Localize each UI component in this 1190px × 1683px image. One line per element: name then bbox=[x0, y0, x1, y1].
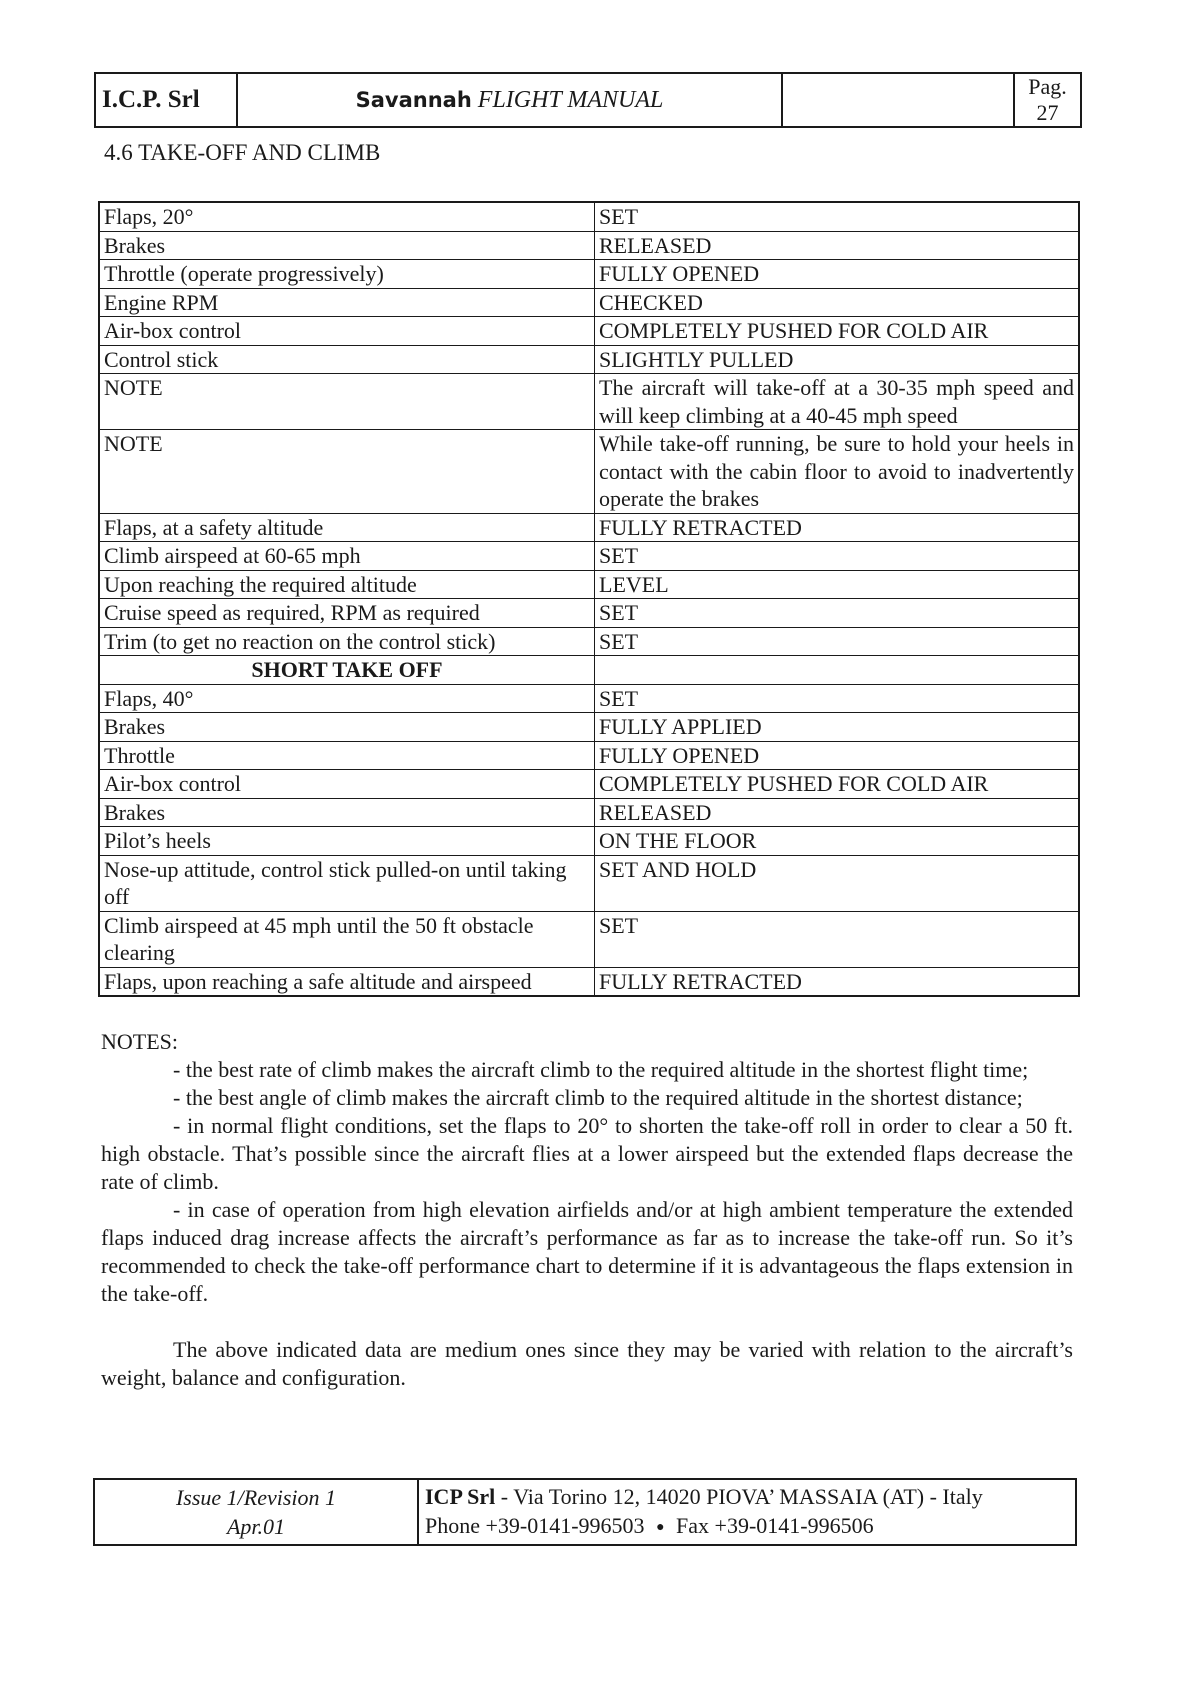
checklist-action: RELEASED bbox=[595, 231, 1080, 260]
header-company: I.C.P. Srl bbox=[95, 73, 237, 127]
checklist-row bbox=[99, 288, 1079, 317]
checklist-action: LEVEL bbox=[595, 570, 1080, 599]
checklist-item: Pilot’s heels bbox=[99, 827, 595, 856]
checklist-row bbox=[99, 798, 1079, 827]
checklist-row bbox=[99, 656, 1079, 685]
checklist-item: Nose-up attitude, control stick pulled-on until taking off bbox=[99, 855, 595, 911]
header-blank-cell bbox=[782, 73, 1014, 127]
checklist-item: Engine RPM bbox=[99, 288, 595, 317]
footer-phone: Phone +39-0141-996503 bbox=[425, 1513, 645, 1538]
checklist-row bbox=[99, 513, 1079, 542]
checklist-item: Flaps, 20° bbox=[99, 202, 595, 231]
checklist-item: Cruise speed as required, RPM as required bbox=[99, 599, 595, 628]
checklist-row bbox=[99, 231, 1079, 260]
checklist-row bbox=[99, 317, 1079, 346]
takeoff-checklist-table bbox=[98, 201, 1080, 997]
checklist-action: SET bbox=[595, 627, 1080, 656]
footer-fax: Fax +39-0141-996506 bbox=[676, 1513, 874, 1538]
checklist-action bbox=[595, 656, 1080, 685]
footer-street: - Via Torino 12, 14020 PIOVA’ MASSAIA (AT) - Italy bbox=[495, 1484, 983, 1509]
footer-issue-revision: Issue 1/Revision 1 bbox=[175, 1485, 337, 1511]
checklist-action: CHECKED bbox=[595, 288, 1080, 317]
checklist-item: NOTE bbox=[99, 374, 595, 430]
page-footer bbox=[93, 1478, 1077, 1546]
checklist-item: Climb airspeed at 45 mph until the 50 ft obstacle clearing bbox=[99, 911, 595, 967]
checklist-row bbox=[99, 967, 1079, 996]
closing-paragraph: The above indicated data are medium ones since they may be varied with relation to the aircraft’s weight, balance and configuration. bbox=[101, 1337, 1073, 1390]
checklist-action: SET bbox=[595, 684, 1080, 713]
checklist-row bbox=[99, 430, 1079, 514]
note-item: - the best rate of climb makes the aircraft climb to the required altitude in the shortest flight time; bbox=[173, 1057, 1029, 1082]
checklist-action: SET bbox=[595, 542, 1080, 571]
checklist-row bbox=[99, 713, 1079, 742]
checklist-action: SET bbox=[595, 599, 1080, 628]
checklist-action: While take-off running, be sure to hold your heels in contact with the cabin floor to avoid to inadvertently operate the brakes bbox=[595, 430, 1080, 514]
checklist-item: Control stick bbox=[99, 345, 595, 374]
checklist-action: COMPLETELY PUSHED FOR COLD AIR bbox=[595, 317, 1080, 346]
notes-heading: NOTES: bbox=[101, 1029, 178, 1054]
checklist-item: Upon reaching the required altitude bbox=[99, 570, 595, 599]
checklist-item: Flaps, at a safety altitude bbox=[99, 513, 595, 542]
checklist-action: SET bbox=[595, 911, 1080, 967]
footer-company: ICP Srl bbox=[425, 1484, 496, 1509]
checklist-action: RELEASED bbox=[595, 798, 1080, 827]
checklist-row bbox=[99, 542, 1079, 571]
checklist-action: The aircraft will take-off at a 30-35 mph speed and will keep climbing at a 40-45 mph speed bbox=[595, 374, 1080, 430]
checklist-item: Brakes bbox=[99, 231, 595, 260]
checklist-row bbox=[99, 911, 1079, 967]
checklist-row bbox=[99, 345, 1079, 374]
checklist-action: FULLY OPENED bbox=[595, 741, 1080, 770]
checklist-row bbox=[99, 827, 1079, 856]
checklist-row bbox=[99, 374, 1079, 430]
header-brand: Savannah bbox=[355, 87, 472, 112]
footer-issue-date: Apr.01 bbox=[226, 1514, 286, 1540]
header-page-number: Pag. 27 bbox=[1014, 73, 1081, 127]
checklist-action: SLIGHTLY PULLED bbox=[595, 345, 1080, 374]
checklist-item: Flaps, 40° bbox=[99, 684, 595, 713]
footer-address bbox=[418, 1479, 1076, 1545]
checklist-action: FULLY RETRACTED bbox=[595, 967, 1080, 996]
checklist-item: Trim (to get no reaction on the control stick) bbox=[99, 627, 595, 656]
checklist-row bbox=[99, 570, 1079, 599]
bullet-icon: ● bbox=[656, 1520, 665, 1536]
note-item: - in normal flight conditions, set the flaps to 20° to shorten the take-off roll in order to clear a 50 ft. high obstacle. That’s possible since the aircraft flies at a lower airspeed but the extended flaps decrease the rate of climb. bbox=[101, 1113, 1073, 1194]
checklist-item: Brakes bbox=[99, 798, 595, 827]
checklist-action: FULLY OPENED bbox=[595, 260, 1080, 289]
page-header bbox=[94, 72, 1082, 128]
notes-section bbox=[101, 1028, 1073, 1392]
checklist-row bbox=[99, 770, 1079, 799]
checklist-item: Throttle (operate progressively) bbox=[99, 260, 595, 289]
footer-issue bbox=[94, 1479, 418, 1545]
short-takeoff-heading: SHORT TAKE OFF bbox=[99, 656, 595, 685]
checklist-action: COMPLETELY PUSHED FOR COLD AIR bbox=[595, 770, 1080, 799]
checklist-row bbox=[99, 741, 1079, 770]
checklist-row bbox=[99, 202, 1079, 231]
checklist-action: FULLY APPLIED bbox=[595, 713, 1080, 742]
checklist-item: Throttle bbox=[99, 741, 595, 770]
checklist-row bbox=[99, 599, 1079, 628]
checklist-item: Air-box control bbox=[99, 770, 595, 799]
checklist-row bbox=[99, 627, 1079, 656]
checklist-item: Air-box control bbox=[99, 317, 595, 346]
note-item: - in case of operation from high elevation airfields and/or at high ambient temperature the extended flaps induced drag increase affects the aircraft’s performance as far as to increase the take-off run. So it’s recommended to check the take-off performance chart to determine if it is advantageous the flaps extension in the take-off. bbox=[101, 1197, 1073, 1306]
checklist-row bbox=[99, 684, 1079, 713]
checklist-row bbox=[99, 855, 1079, 911]
checklist-action: SET bbox=[595, 202, 1080, 231]
checklist-action: SET AND HOLD bbox=[595, 855, 1080, 911]
checklist-item: Brakes bbox=[99, 713, 595, 742]
checklist-action: FULLY RETRACTED bbox=[595, 513, 1080, 542]
checklist-action: ON THE FLOOR bbox=[595, 827, 1080, 856]
checklist-row bbox=[99, 260, 1079, 289]
header-manual-name: FLIGHT MANUAL bbox=[477, 86, 664, 113]
header-title bbox=[237, 73, 782, 127]
checklist-item: Climb airspeed at 60-65 mph bbox=[99, 542, 595, 571]
checklist-item: NOTE bbox=[99, 430, 595, 514]
note-item: - the best angle of climb makes the aircraft climb to the required altitude in the shortest distance; bbox=[173, 1085, 1023, 1110]
checklist-item: Flaps, upon reaching a safe altitude and airspeed bbox=[99, 967, 595, 996]
section-title: 4.6 TAKE-OFF AND CLIMB bbox=[104, 140, 381, 165]
